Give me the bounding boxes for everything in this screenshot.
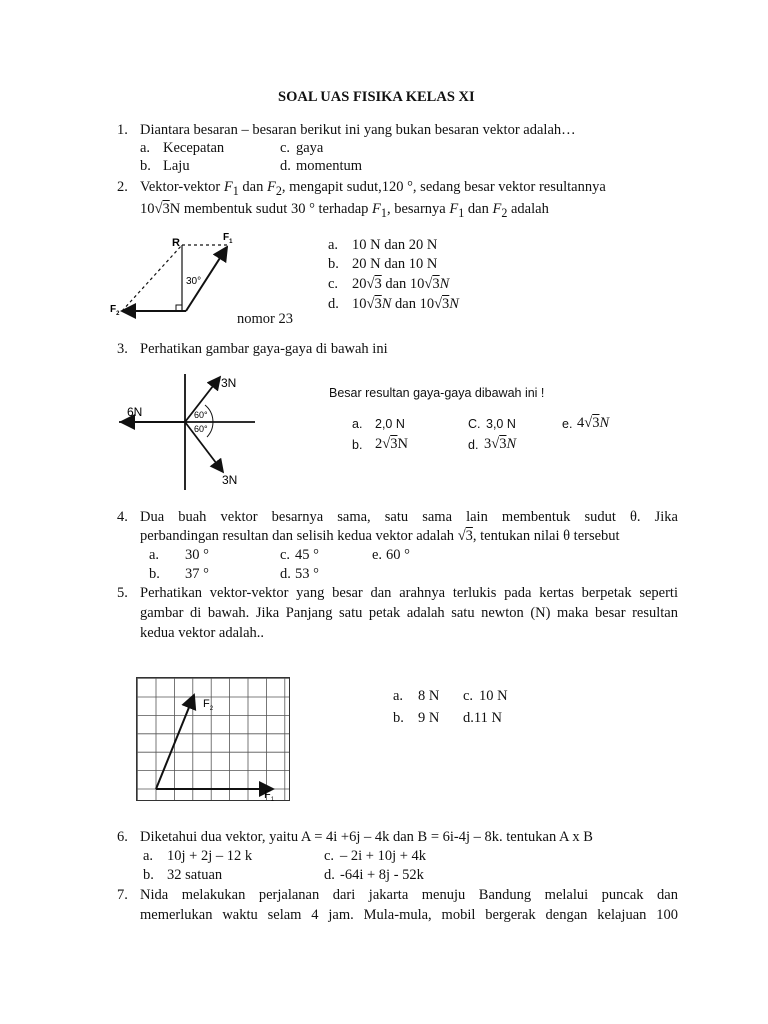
option-text: 3,0 N [486, 417, 516, 431]
option-text: 20√3 dan 10√3N [352, 276, 450, 292]
resultant-dashed-line [122, 245, 182, 311]
question-number: 7. [117, 887, 128, 903]
option-text: 30 ° [185, 547, 209, 563]
label-6n: 6N [127, 405, 143, 419]
option-key: c. [280, 140, 291, 156]
option-key: e. [562, 417, 573, 431]
question-text: Diketahui dua vektor, yaitu A = 4i +6j – 4k dan B = 6i-4j – 8k. tentukan A x B [140, 829, 593, 845]
option-text: 9 N [418, 710, 440, 726]
option-text: 10√3N dan 10√3N [352, 296, 459, 312]
option-key: C. [468, 417, 481, 431]
option-key: b. [140, 158, 151, 174]
option-text: 2√3N [375, 436, 408, 452]
label-f2: $F_2$ [110, 304, 120, 317]
option-text: 10j + 2j – 12 k [167, 848, 253, 864]
option-key: a. [149, 547, 160, 563]
option-text: 32 satuan [167, 867, 223, 883]
question-text-line-1: Nida melakukan perjalanan dari jakarta menuju Bandung melalui puncak dan [140, 887, 678, 903]
option-key: b. [149, 566, 160, 582]
option-key: c. [328, 276, 339, 292]
question-text-line-2: perbandingan resultan dan selisih kedua vektor adalah √3, tentukan nilai θ tersebut [140, 528, 620, 544]
option-key: a. [140, 140, 151, 156]
option-key: c. [324, 848, 335, 864]
vector-triangle-figure [100, 228, 250, 323]
option-text: d.11 N [463, 710, 502, 726]
option-text: – 2i + 10j + 4k [340, 848, 427, 864]
force-diagram-figure [115, 372, 265, 492]
angle-down-label: 60° [194, 424, 208, 434]
label-f1: $F_1$ [223, 232, 233, 245]
option-key: d. [324, 867, 335, 883]
option-text: 10 N [479, 688, 508, 704]
angle-up-label: 60° [194, 410, 208, 420]
angle-label: 30° [186, 276, 202, 287]
option-key: b. [328, 256, 339, 272]
option-text: 53 ° [295, 566, 319, 582]
label-r: R [172, 237, 180, 249]
option-key: d. [328, 296, 339, 312]
option-text: 10 N dan 20 N [352, 237, 438, 253]
option-text: 37 ° [185, 566, 209, 582]
question-text: Perhatikan gambar gaya-gaya di bawah ini [140, 341, 388, 357]
question-number: 3. [117, 341, 128, 357]
label-f1: $F_1$ [264, 789, 275, 803]
option-key: a. [352, 417, 363, 431]
question-number: 6. [117, 829, 128, 845]
option-key: d. [468, 438, 479, 452]
option-key: c. [280, 547, 291, 563]
option-key: d. [280, 158, 291, 174]
option-key: b. [352, 438, 363, 452]
question-number: 1. [117, 122, 128, 138]
question-text-line-2: gambar di bawah. Jika Panjang satu petak adalah satu newton (N) maka besar resultan [140, 605, 678, 621]
f2-vector-line [156, 695, 194, 789]
option-text: -64i + 8j - 52k [340, 867, 424, 883]
question-text-line-2: memerlukan waktu selam 4 jam. Mula-mula, mobil bergerak dengan kelajuan 100 [140, 907, 678, 923]
question-text: Diantara besaran – besaran berikut ini yang bukan besaran vektor adalah… [140, 122, 576, 138]
option-key: a. [393, 688, 404, 704]
option-text: 60 ° [386, 547, 410, 563]
label-f2: $F_2$ [203, 698, 214, 712]
page-title: SOAL UAS FISIKA KELAS XI [278, 89, 475, 105]
question-text-line-1: Perhatikan vektor-vektor yang besar dan arahnya terlukis pada kertas berpetak seperti [140, 585, 678, 601]
option-text: 45 ° [295, 547, 319, 563]
option-text: 3√3N [484, 436, 517, 452]
option-key: d. [280, 566, 291, 582]
option-text: momentum [296, 158, 363, 174]
option-text: 4√3N [577, 415, 610, 431]
label-3n-up: 3N [221, 376, 237, 390]
question-number: 5. [117, 585, 128, 601]
question-text-line-1: Dua buah vektor besarnya sama, satu sama lain membentuk sudut θ. Jika [140, 509, 678, 525]
option-key: e. [372, 547, 383, 563]
label-3n-down: 3N [222, 473, 238, 487]
option-text: gaya [296, 140, 324, 156]
option-text: 20 N dan 10 N [352, 256, 438, 272]
figure-note: nomor 23 [237, 311, 293, 327]
question-number: 2. [117, 179, 128, 195]
question-number: 4. [117, 509, 128, 525]
option-text: 2,0 N [375, 417, 405, 431]
option-text: 8 N [418, 688, 440, 704]
grid-vector-figure [136, 677, 291, 802]
option-text: Laju [163, 158, 190, 174]
question-text-line-2: 10√3N membentuk sudut 30 ° terhadap $F_1$, besarnya $F_1$ dan $F_2$ adalah [140, 201, 549, 220]
option-key: b. [393, 710, 404, 726]
question-text-line-3: kedua vektor adalah.. [140, 625, 265, 641]
option-text: Kecepatan [163, 140, 225, 156]
option-key: c. [463, 688, 474, 704]
option-key: a. [328, 237, 339, 253]
option-key: a. [143, 848, 154, 864]
question-prompt: Besar resultan gaya-gaya dibawah ini ! [329, 386, 545, 400]
question-text-line-1: Vektor-vektor $F_1$ dan $F_2$, mengapit sudut,120 °, sedang besar vektor resultannya [140, 179, 606, 198]
option-key: b. [143, 867, 154, 883]
